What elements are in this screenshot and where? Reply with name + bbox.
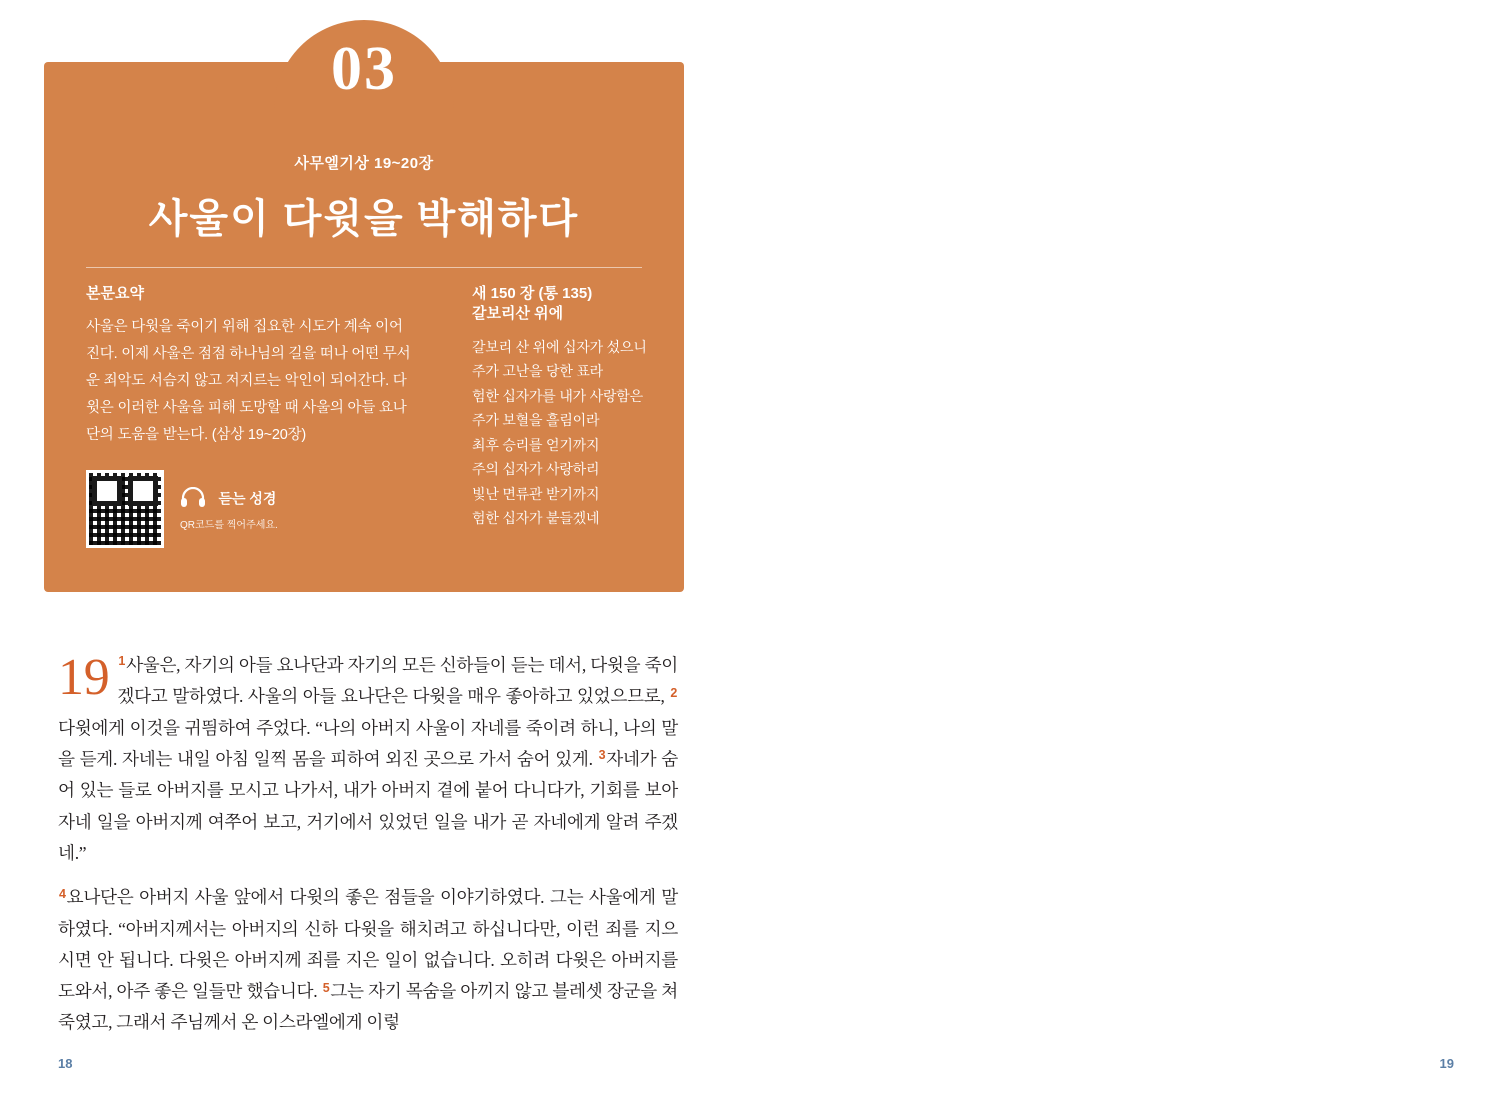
audio-bible-qr[interactable]: [86, 470, 278, 548]
list-item: 갈보리 산 위에 십자가 섰으니: [472, 338, 647, 355]
headphones-icon: [180, 487, 206, 512]
paragraph: [58, 882, 678, 1039]
list-item: 주가 고난을 당한 표라: [472, 363, 603, 379]
list-item: 험한 십자가 붙들겠네: [472, 510, 600, 526]
verse-text: 사울은, 자기의 아들 요나단과 자기의 모든 신하들이 듣는 데서, 다윗을 죽이겠다고 말하였다. 사울의 아들 요나단은 다윗을 매우 좋아하고 있었으므로,: [117, 655, 678, 707]
paragraph: [58, 650, 678, 869]
verse-number: 5: [322, 980, 330, 995]
chapter-number: 03: [331, 35, 397, 103]
scripture-range: 사무엘기상 19~20장: [294, 155, 434, 172]
summary-heading: 본문요약: [86, 285, 144, 302]
qr-sublabel: QR코드를 찍어주세요.: [180, 520, 278, 531]
hymn-lines: [472, 335, 662, 531]
chapter-dropcap: 19: [58, 649, 110, 706]
qr-text-block: [180, 487, 278, 531]
left-body-text: [58, 650, 678, 1052]
right-page: [756, 0, 1512, 1111]
list-item: 주의 십자가 사랑하리: [472, 461, 600, 477]
hymn-heading: [472, 284, 662, 325]
verse-number: 1: [118, 654, 126, 669]
verse-text: 요나단은 아버지 사울 앞에서 다윗의 좋은 점들을 이야기하였다. 그는 사울에게 말하였다. “아버지께서는 아버지의 신하 다윗을 해치려고 하십니다만, 이런 죄를 지으시면 안 됩니다. 다윗은 아버지께 죄를 지은 일이 없습니다. 오히려 다윗은 아버지를 도와서, 아주 좋은 일들만 했습니다.: [58, 887, 678, 1002]
chapter-title: 사울이 다윗을 박해하다: [148, 196, 580, 241]
hymn-block: [472, 284, 662, 531]
verse-text: 그는 자기 목숨을 아끼지 않고 블레셋 장군을 쳐죽였고, 그래서 주님께서 온 이스라엘에게 이렇: [58, 981, 678, 1033]
hymn-number: 새 150 장 (통 135): [472, 285, 593, 302]
list-item: 최후 승리를 얻기까지: [472, 436, 600, 453]
summary-block: [86, 284, 416, 448]
list-item: 험한 십자가를 내가 사랑함은: [472, 387, 643, 404]
verse-text: 다윗에게 이것을 귀띔하여 주었다. “나의 아버지 사울이 자네를 죽이려 하니, 나의 말을 듣게. 자네는 내일 아침 일찍 몸을 피하여 외진 곳으로 가서 숨어 있게.: [58, 717, 678, 769]
page-number-left: 18: [58, 1056, 73, 1071]
qr-code-icon[interactable]: [86, 470, 164, 548]
list-item: 주가 보혈을 흘림이라: [472, 412, 600, 428]
verse-number: 2: [670, 685, 677, 700]
chapter-hero-card: [44, 35, 684, 592]
verse-text: 자네가 숨어 있는 들로 아버지를 모시고 나가서, 내가 아버지 곁에 붙어 다니다가, 기회를 보아 자네 일을 아버지께 여쭈어 보고, 거기에서 있었던 일을 내가 곧 자네에게 알려 주겠네.”: [58, 748, 678, 863]
summary-text: 사울은 다윗을 죽이기 위해 집요한 시도가 계속 이어진다. 이제 사울은 점점 하나님의 길을 떠나 어떤 무서운 죄악도 서슴지 않고 저지르는 악인이 되어간다. 다윗은 이러한 사울을 피해 도망할 때 사울의 아들 요나단의 도움을 받는다. (삼상 19~20장): [86, 319, 411, 443]
list-item: 빛난 면류관 받기까지: [472, 485, 600, 502]
hymn-name: 갈보리산 위에: [472, 305, 564, 323]
qr-label: 듣는 성경: [218, 490, 277, 507]
verse-number: 4: [59, 886, 66, 901]
page-number-right: 19: [1439, 1056, 1454, 1071]
verse-number: 3: [598, 748, 606, 763]
hero-divider: [86, 267, 642, 268]
